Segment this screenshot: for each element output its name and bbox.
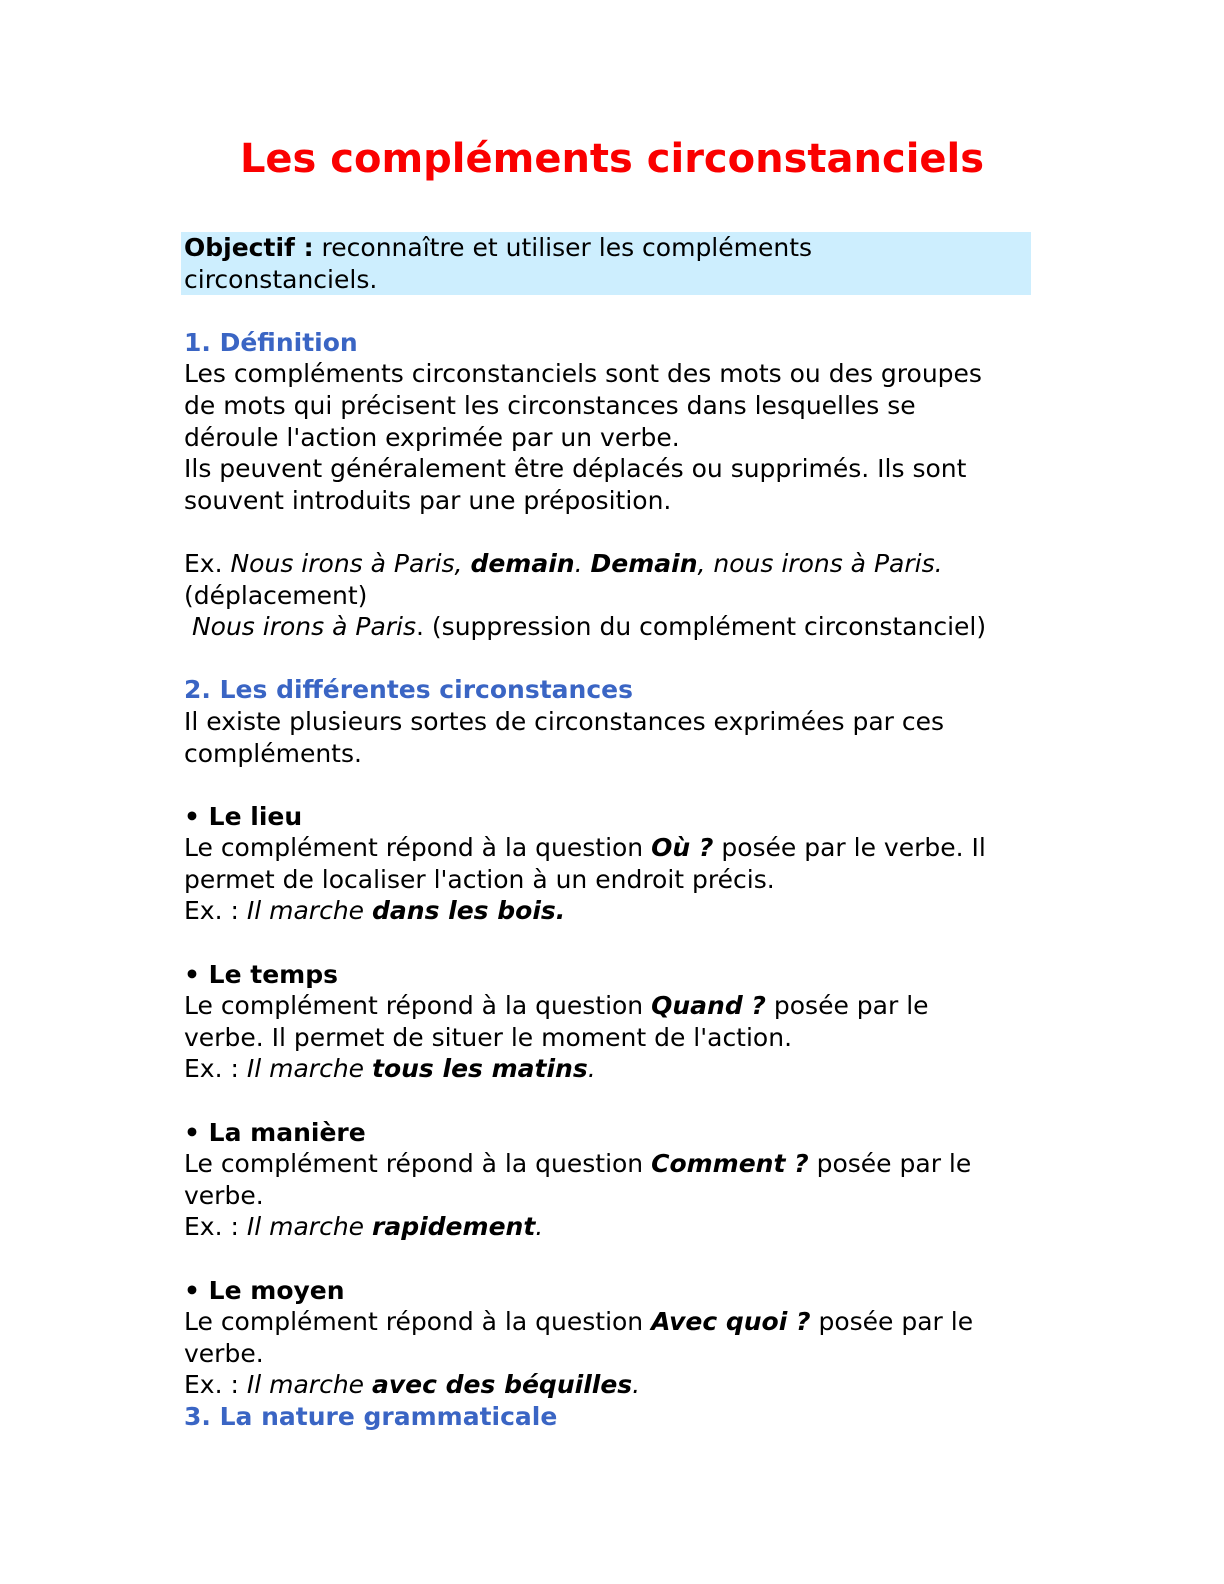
temps-line: Le complément répond à la question Quand ? posée par le — [184, 991, 929, 1021]
definition-example-2: Nous irons à Paris. (suppression du complément circonstanciel) — [184, 612, 987, 642]
definition-line: Les compléments circonstanciels sont des mots ou des groupes — [184, 359, 982, 389]
temps-line-2: verbe. Il permet de situer le moment de l'action. — [184, 1022, 793, 1052]
subheading-temps: • Le temps — [184, 959, 339, 989]
example-note: (déplacement) — [184, 580, 368, 610]
intro-line: compléments. — [184, 738, 362, 768]
subheading-maniere: • La manière — [184, 1117, 366, 1147]
lieu-line: Le complément répond à la question Où ? posée par le verbe. Il — [184, 833, 986, 863]
intro-line: Il existe plusieurs sortes de circonstances exprimées par ces — [184, 706, 945, 736]
page-title: Les compléments circonstanciels — [239, 136, 985, 182]
subheading-moyen: • Le moyen — [184, 1275, 345, 1305]
objective-text: reconnaître et utiliser les compléments — [313, 233, 813, 262]
maniere-example: Ex. : Il marche rapidement. — [184, 1212, 544, 1242]
section-heading-definition: 1. Définition — [184, 327, 358, 357]
moyen-line-2: verbe. — [184, 1338, 264, 1368]
moyen-example: Ex. : Il marche avec des béquilles. — [184, 1370, 641, 1400]
definition-example: Ex. Nous irons à Paris, demain. Demain, nous irons à Paris. — [184, 548, 943, 578]
temps-example: Ex. : Il marche tous les matins. — [184, 1054, 596, 1084]
moyen-line: Le complément répond à la question Avec quoi ? posée par le — [184, 1307, 974, 1337]
lieu-line-2: permet de localiser l'action à un endroit précis. — [184, 864, 775, 894]
objective-label: Objectif : — [184, 233, 314, 262]
document-body — [184, 232, 1044, 1433]
section-heading-circonstances: 2. Les différentes circonstances — [184, 675, 633, 705]
definition-line: Ils peuvent généralement être déplacés ou supprimés. Ils sont — [184, 454, 967, 484]
objective-box — [181, 232, 1031, 295]
definition-line: souvent introduits par une préposition. — [184, 485, 672, 515]
section-heading-nature: 3. La nature grammaticale — [184, 1401, 558, 1431]
subheading-lieu: • Le lieu — [184, 801, 303, 831]
definition-line: déroule l'action exprimée par un verbe. — [184, 422, 680, 452]
maniere-line-2: verbe. — [184, 1180, 264, 1210]
definition-line: de mots qui précisent les circonstances dans lesquelles se — [184, 390, 916, 420]
objective-text-cont: circonstanciels. — [184, 264, 378, 294]
lieu-example: Ex. : Il marche dans les bois. — [184, 896, 566, 926]
maniere-line: Le complément répond à la question Comment ? posée par le — [184, 1149, 972, 1179]
